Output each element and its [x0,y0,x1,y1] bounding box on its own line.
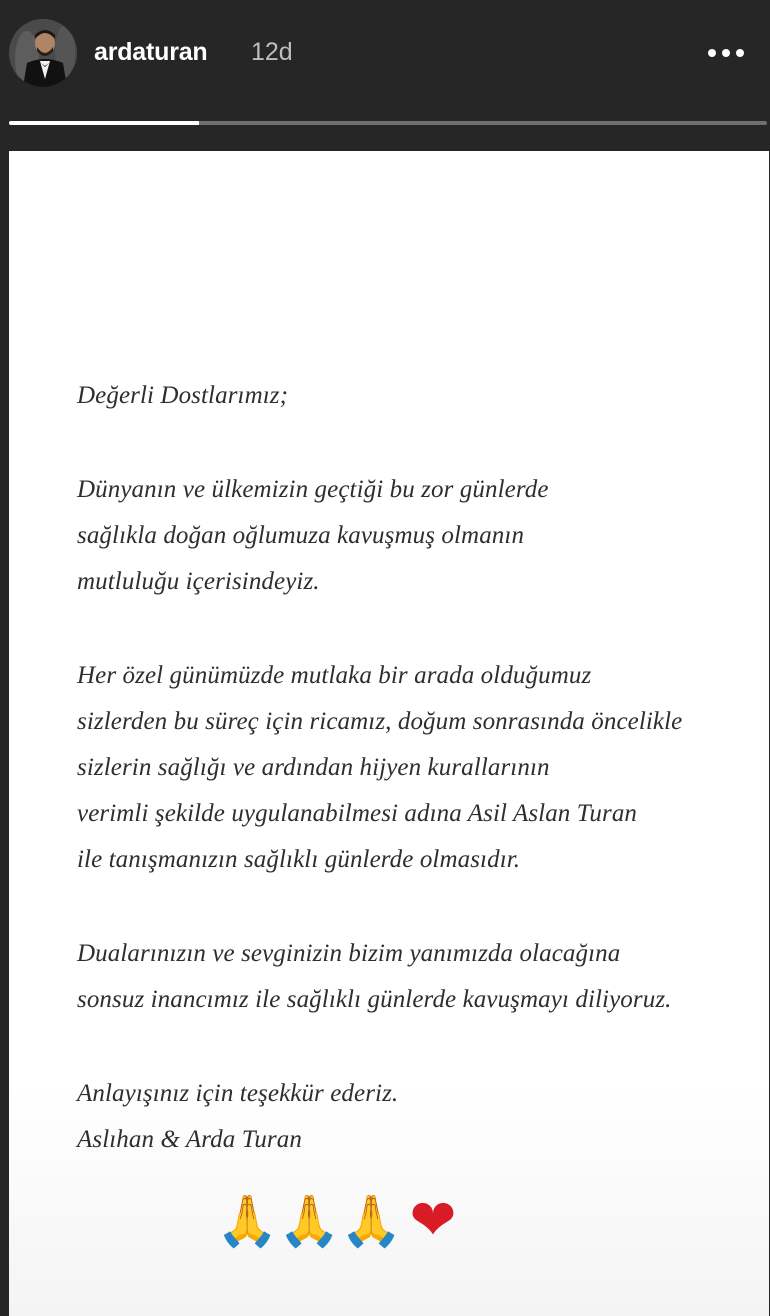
story-content[interactable] [9,151,769,1316]
paragraph-gap [77,605,767,653]
story-progress-fill [9,121,199,125]
story-header [0,0,770,112]
letter-line: mutluluğu içerisindeyiz. [77,568,320,595]
avatar-photo [9,19,77,87]
paragraph-gap [77,883,767,931]
letter-line: Dualarınızın ve sevginizin bizim yanımızda olacağına [77,940,621,967]
username[interactable]: ardaturan [94,38,208,66]
letter-line: Aslıhan & Arda Turan [77,1126,302,1153]
letter-line: Değerli Dostlarımız; [77,382,289,409]
paragraph-gap [77,419,767,467]
story-progress-bar [9,121,767,125]
paragraph-gap [77,1023,767,1071]
letter-line: sonsuz inancımız ile sağlıklı günlerde kavuşmayı diliyoruz. [77,986,672,1013]
more-horizontal-icon [736,49,744,57]
letter-line: sizlerden bu süreç için ricamız, doğum sonrasında öncelikle [77,708,683,735]
letter-line: ile tanışmanızın sağlıklı günlerde olmasıdır. [77,846,521,873]
praying-hands-icon: 🙏 [278,1192,341,1250]
story-timestamp: 12d [251,38,293,66]
announcement-letter [77,373,767,1163]
letter-line: Dünyanın ve ülkemizin geçtiği bu zor günlerde [77,476,549,503]
more-horizontal-icon [708,49,716,57]
praying-hands-icon: 🙏 [340,1192,403,1250]
more-options-button[interactable] [697,36,755,70]
letter-line: Anlayışınız için teşekkür ederiz. [77,1080,399,1107]
red-heart-icon: ❤ [409,1188,457,1253]
avatar[interactable] [9,19,77,87]
more-horizontal-icon [722,49,730,57]
emoji-row [216,1188,464,1253]
praying-hands-icon: 🙏 [216,1192,279,1250]
letter-line: sizlerin sağlığı ve ardından hijyen kurallarının [77,754,550,781]
letter-line: sağlıkla doğan oğlumuza kavuşmuş olmanın [77,522,525,549]
letter-line: Her özel günümüzde mutlaka bir arada olduğumuz [77,662,592,689]
letter-line: verimli şekilde uygulanabilmesi adına Asil Aslan Turan [77,800,638,827]
